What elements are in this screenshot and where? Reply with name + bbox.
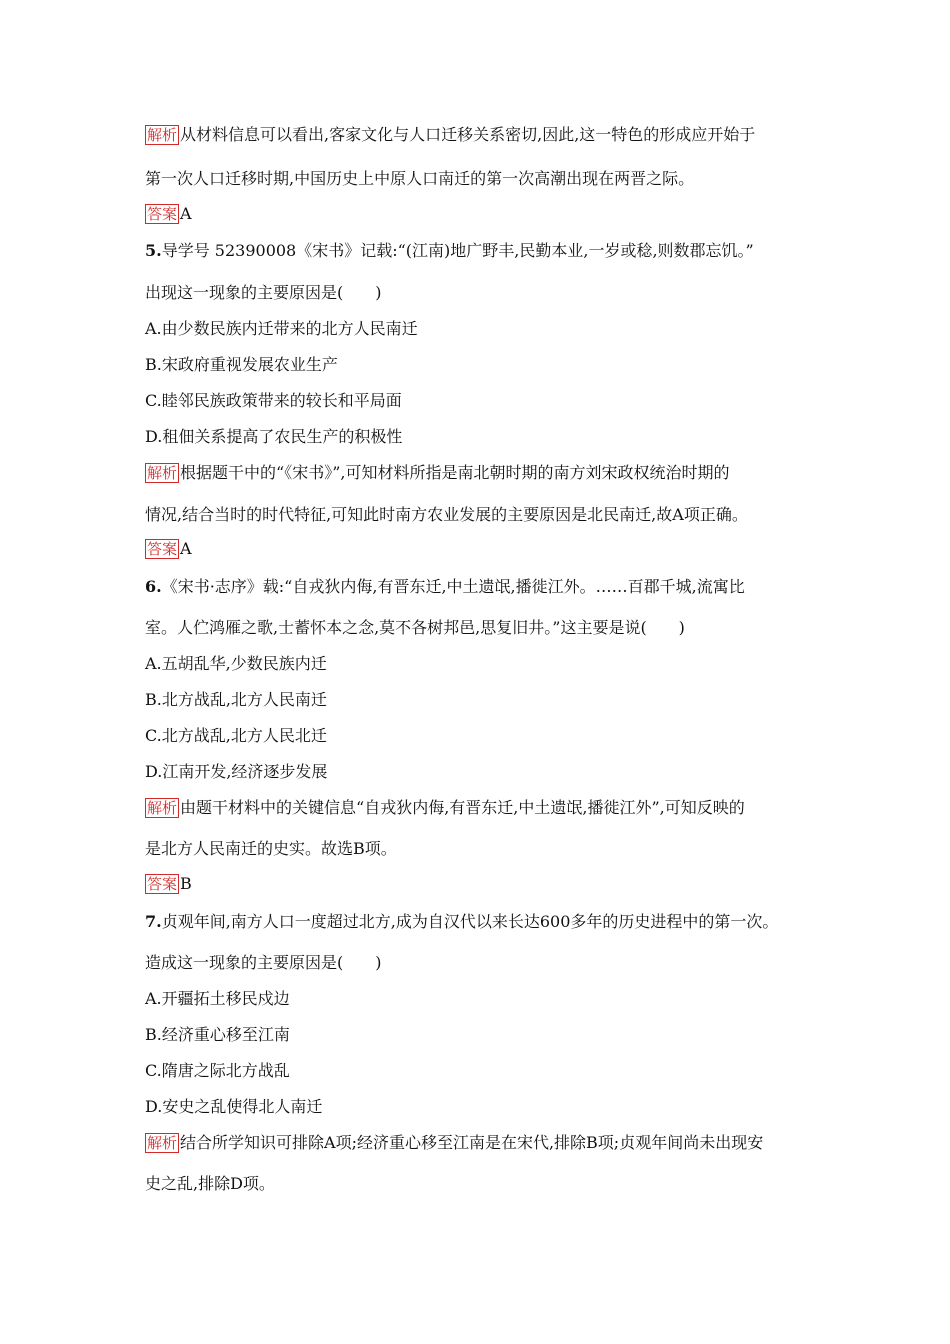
q5-stem-text-2: 出现这一现象的主要原因是( ) bbox=[145, 283, 382, 302]
q7-number: 7. bbox=[145, 912, 162, 931]
q6-stem-line-1 bbox=[145, 576, 825, 598]
q6-option-c: C.北方战乱,北方人民北迁 bbox=[145, 726, 327, 745]
analysis-label: 解析 bbox=[147, 799, 178, 817]
q7-stem-text-1: 贞观年间,南方人口一度超过北方,成为自汉代以来长达600多年的历史进程中的第一次。 bbox=[161, 912, 779, 931]
q4-analysis-line-1 bbox=[145, 124, 825, 146]
q7-analysis-text-2: 史之乱,排除D项。 bbox=[145, 1174, 275, 1193]
q5-number: 5. bbox=[145, 241, 162, 260]
q6-stem-line-2 bbox=[145, 617, 825, 639]
q4-analysis-text-2: 第一次人口迁移时期,中国历史上中原人口南迁的第一次高潮出现在两晋之际。 bbox=[145, 169, 695, 188]
q5-stem-text-1: 导学号 52390008《宋书》记载:“(江南)地广野丰,民勤本业,一岁或稔,则数郡忘饥。” bbox=[161, 241, 754, 260]
q5-stem-line-1 bbox=[145, 240, 825, 262]
q6-stem-text-1: 《宋书·志序》载:“自戎狄内侮,有晋东迁,中土遗氓,播徙江外。……百郡千城,流寓比 bbox=[161, 577, 745, 596]
q7-stem-text-2: 造成这一现象的主要原因是( ) bbox=[145, 953, 382, 972]
q5-option-b: B.宋政府重视发展农业生产 bbox=[145, 355, 338, 374]
q5-analysis-text-2: 情况,结合当时的时代特征,可知此时南方农业发展的主要原因是北民南迁,故A项正确。 bbox=[145, 505, 748, 524]
q4-answer-value: A bbox=[180, 204, 192, 223]
answer-label: 答案 bbox=[147, 540, 178, 558]
q6-option-d: D.江南开发,经济逐步发展 bbox=[145, 762, 328, 781]
q5-answer-value: A bbox=[180, 539, 192, 558]
q6-option-b: B.北方战乱,北方人民南迁 bbox=[145, 690, 327, 709]
q6-option-a: A.五胡乱华,少数民族内迁 bbox=[145, 654, 327, 673]
q7-analysis-line-1 bbox=[145, 1132, 825, 1154]
q6-analysis-line-1 bbox=[145, 797, 825, 819]
q7-option-a: A.开疆拓土移民戍边 bbox=[145, 989, 290, 1008]
q7-analysis-text-1: 结合所学知识可排除A项;经济重心移至江南是在宋代,排除B项;贞观年间尚未出现安 bbox=[180, 1133, 764, 1152]
q5-analysis-line-2 bbox=[145, 504, 825, 526]
answer-label: 答案 bbox=[147, 875, 178, 893]
q6-stem-text-2: 室。人伫鸿雁之歌,士蓄怀本之念,莫不各树邦邑,思复旧井。”这主要是说( ) bbox=[145, 618, 685, 637]
q5-analysis-line-1 bbox=[145, 462, 825, 484]
q7-analysis-line-2 bbox=[145, 1173, 825, 1195]
analysis-label: 解析 bbox=[147, 126, 178, 144]
q4-answer-line bbox=[145, 203, 825, 225]
q5-analysis-text-1: 根据题干中的“《宋书》”,可知材料所指是南北朝时期的南方刘宋政权统治时期的 bbox=[180, 463, 730, 482]
q4-analysis-text-1: 从材料信息可以看出,客家文化与人口迁移关系密切,因此,这一特色的形成应开始于 bbox=[180, 125, 756, 144]
q6-analysis-text-1: 由题干材料中的关键信息“自戎狄内侮,有晋东迁,中土遗氓,播徙江外”,可知反映的 bbox=[180, 798, 745, 817]
q5-answer-line bbox=[145, 538, 825, 560]
q5-option-d: D.租佃关系提高了农民生产的积极性 bbox=[145, 427, 403, 446]
q6-analysis-line-2 bbox=[145, 838, 825, 860]
q7-option-c: C.隋唐之际北方战乱 bbox=[145, 1061, 290, 1080]
q5-option-a: A.由少数民族内迁带来的北方人民南迁 bbox=[145, 319, 418, 338]
q7-option-b: B.经济重心移至江南 bbox=[145, 1025, 290, 1044]
q6-number: 6. bbox=[145, 577, 162, 596]
answer-label: 答案 bbox=[147, 205, 178, 223]
analysis-label: 解析 bbox=[147, 1134, 178, 1152]
q7-stem-line-2 bbox=[145, 952, 825, 974]
q6-answer-value: B bbox=[180, 874, 192, 893]
q6-answer-line bbox=[145, 873, 825, 895]
q7-stem-line-1 bbox=[145, 911, 825, 933]
q4-analysis-line-2 bbox=[145, 168, 825, 190]
q7-option-d: D.安史之乱使得北人南迁 bbox=[145, 1097, 323, 1116]
analysis-label: 解析 bbox=[147, 464, 178, 482]
q5-option-c: C.睦邻民族政策带来的较长和平局面 bbox=[145, 391, 402, 410]
q6-analysis-text-2: 是北方人民南迁的史实。故选B项。 bbox=[145, 839, 397, 858]
q5-stem-line-2 bbox=[145, 282, 825, 304]
